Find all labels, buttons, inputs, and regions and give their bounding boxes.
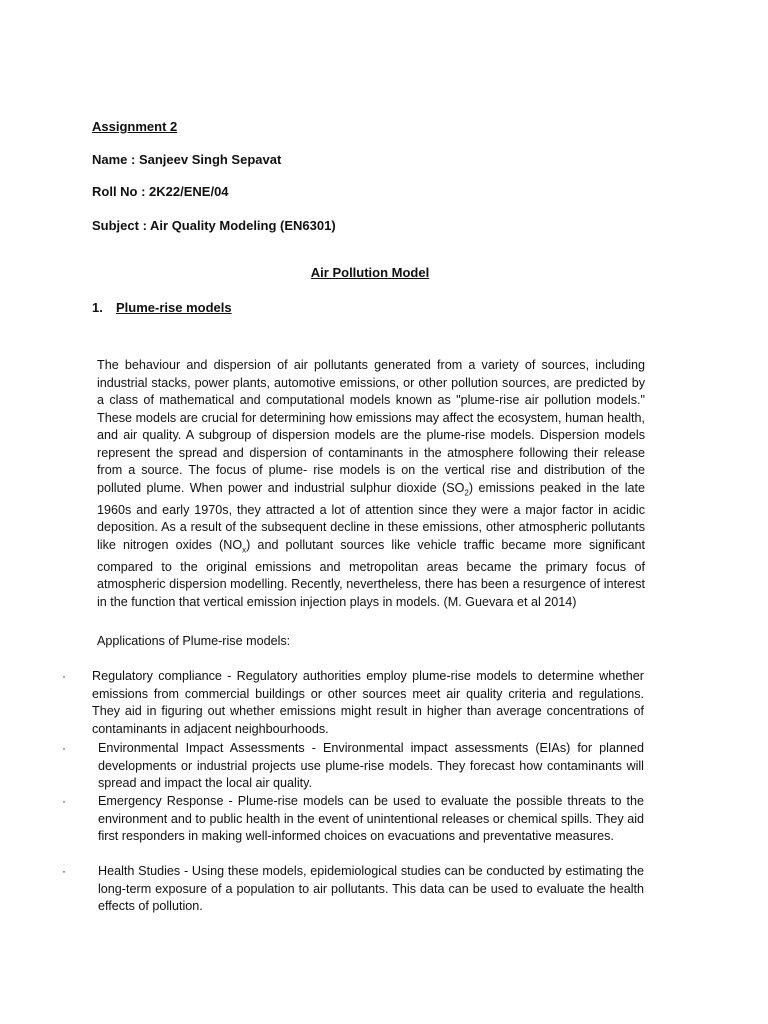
subscript-nox: x: [242, 545, 247, 555]
list-item-text: Health Studies - Using these models, epidemiological studies can be conducted by estimating the long-term exposure of a population to air pollutants. This data can be used to evaluate the health effects of pollution.: [98, 864, 644, 913]
roll-number: Roll No : 2K22/ENE/04: [92, 184, 229, 199]
paragraph-part-3: ) and pollutant sources like vehicle traffic became more significant compared to the original emissions and metropolitan areas became the primary focus of atmospheric dispersion modelling. Recently, nevertheless, there has been a resurgence of interest in the function that vertical emission injection plays in models. (M. Guevara et al 2014): [97, 537, 645, 609]
list-item: [62, 668, 662, 738]
subscript-so2: 2: [464, 488, 469, 498]
paragraph-part-1: The behaviour and dispersion of air pollutants generated from a variety of sources, including industrial stacks, power plants, automotive emissions, or other pollution sources, are predicted by a class of mathematical and computational models known as "plume-rise air pollution models." These models are crucial for determining how emissions may affect the ecosystem, human health, and air quality. A subgroup of dispersion models are the plume-rise models. Dispersion models represent the spread and dispersion of contaminants in the atmosphere following their release from a source. The focus of plume- rise models is on the vertical rise and distribution of the polluted plume. When power and industrial sulphur dioxide (SO: [97, 358, 645, 495]
bullet-icon: ·: [62, 794, 66, 808]
paragraph-part-2: ) emissions peaked in the late 1960s and early 1970s, they attracted a lot of attention since they were a major factor in acidic deposition. As a result of the subsequent decline in these emissions, other atmospheric pollutants like nitrogen oxides (NO: [97, 480, 645, 552]
bullet-icon: ·: [62, 741, 66, 755]
page-title: Air Pollution Model: [310, 265, 430, 280]
list-item-text: Emergency Response - Plume-rise models can be used to evaluate the possible threats to the environment and to public health in the event of unintentional releases or chemical spills. They aid first responders in making well-informed choices on evacuations and preventative measures.: [98, 794, 644, 843]
assignment-label: Assignment 2: [92, 119, 178, 134]
list-item: [62, 793, 662, 846]
body-paragraph: [97, 357, 645, 611]
list-item: [62, 740, 662, 793]
bullet-icon: ·: [62, 864, 66, 878]
applications-heading: Applications of Plume-rise models:: [97, 634, 291, 648]
list-item-text: Regulatory compliance - Regulatory authorities employ plume-rise models to determine whether emissions from commercial buildings or other sources meet air quality criteria and regulations. They aid in figuring out whether emissions might result in higher than average concentrations of contaminants in adjacent neighbourhoods.: [92, 669, 644, 736]
student-name: Name : Sanjeev Singh Sepavat: [92, 152, 282, 167]
subject-line: Subject : Air Quality Modeling (EN6301): [92, 218, 336, 233]
section-title: Plume-rise models: [116, 300, 232, 315]
list-item-text: Environmental Impact Assessments - Environmental impact assessments (EIAs) for planned developments or industrial projects use plume-rise models. They forecast how contaminants will spread and impact the local air quality.: [98, 741, 644, 790]
section-heading: [92, 300, 232, 315]
list-item: [62, 863, 662, 916]
bullet-icon: ·: [62, 669, 66, 683]
section-number: 1.: [92, 300, 103, 315]
